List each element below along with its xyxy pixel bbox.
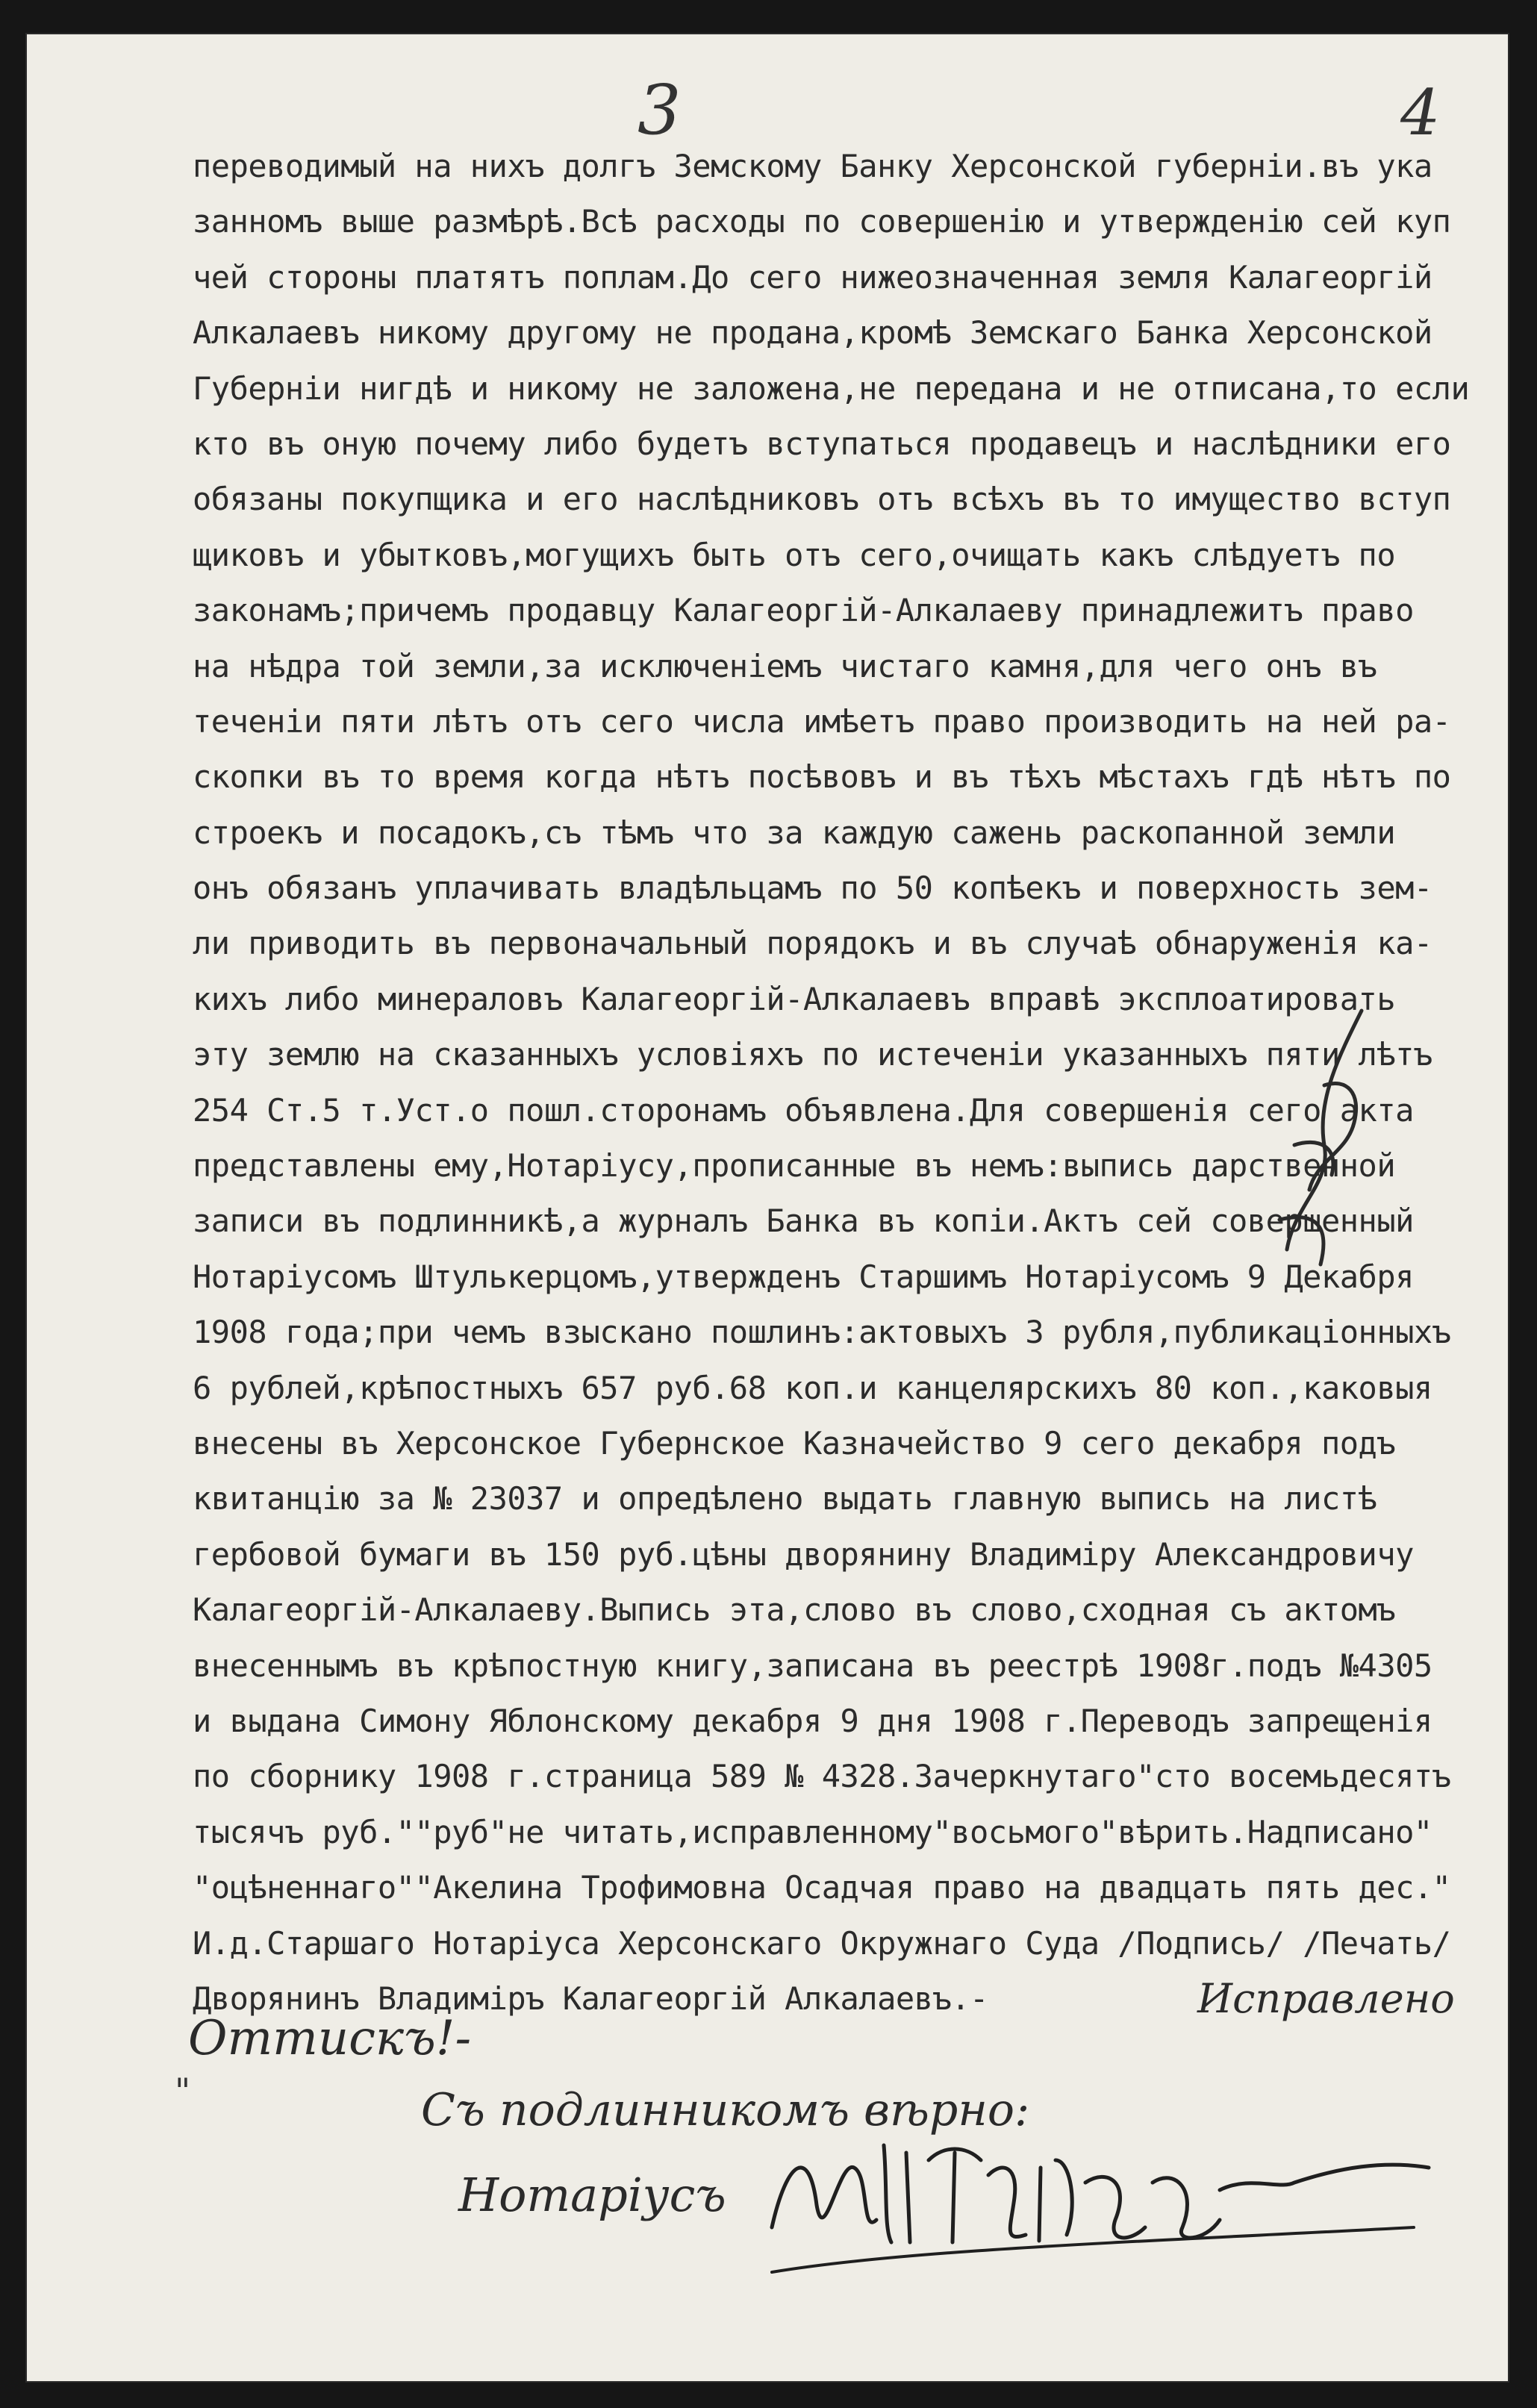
text-line: внесеннымъ въ крѣпостную книгу,записана въ реестрѣ 1908г.подъ №4305 — [193, 1647, 1432, 1684]
text-line: Алкалаевъ никому другому не продана,кромѣ Земскаго Банка Херсонской — [193, 314, 1432, 352]
notary-signature — [757, 2115, 1444, 2280]
text-line: теченiи пяти лѣтъ отъ сего числа имѣетъ право производить на ней ра- — [193, 702, 1451, 740]
handwritten-original-faithful: Съ подлинникомъ вѣрно: — [421, 2084, 1030, 2136]
text-line: по сборнику 1908 г.страница 589 № 4328.Зачеркнутаго"сто восемьдесятъ — [193, 1758, 1451, 1795]
document-page — [25, 33, 1509, 2383]
text-line: Дворянинъ Владимiръ Калагеоргiй Алкалаевъ.- — [193, 1980, 988, 2017]
text-line: щиковъ и убытковъ,могущихъ быть отъ сего,очищать какъ слѣдуетъ по — [193, 536, 1396, 573]
text-line: Нотарiусомъ Штулькерцомъ,утвержденъ Старшимъ Нотарiусомъ 9 Декабря — [193, 1258, 1414, 1295]
text-line: кихъ либо минераловъ Калагеоргiй-Алкалаевъ вправѣ эксплоатировать — [193, 980, 1396, 1017]
text-line: заннoмъ выше размѣрѣ.Всѣ расходы по совершенiю и утвержденiю сей куп — [193, 203, 1451, 240]
text-line: чей стороны платятъ поплам.До сего нижеозначенная земля Калагеoргiй — [193, 258, 1432, 296]
text-line: И.д.Старшаго Нотарiуса Херсонскаго Окружнаго Суда /Подпись/ /Печать/ — [193, 1924, 1451, 1962]
text-line: представлены ему,Нотарiусу,прописанные въ немъ:выпись дарственной — [193, 1147, 1396, 1185]
text-line: квитанцiю за № 23037 и опредѣлено выдать главную выпись на листѣ — [193, 1480, 1377, 1518]
text-line: обязаны покупщика и его наслѣдниковъ отъ всѣхъ въ то имущество вступ — [193, 481, 1451, 518]
text-line: Калагеоргiй-Алкалаеву.Выпись эта,слово въ слово,сходная съ актомъ — [193, 1591, 1396, 1629]
text-line: кто въ оную почему либо будетъ вступаться продавецъ и наслѣдники его — [193, 425, 1451, 462]
text-line: записи въ подлинникѣ,а журналъ Банка въ копiи.Актъ сей совершенный — [193, 1203, 1414, 1240]
text-line: строекъ и посадокъ,съ тѣмъ что за каждую сажень раскопанной земли — [193, 814, 1396, 851]
text-line: эту землю на сказанныхъ условiяхъ по истеченiи указанныхъ пяти лѣтъ — [193, 1036, 1432, 1073]
text-line: законамъ;причемъ продавцу Калагеоргiй-Алкалаеву принадлежитъ право — [193, 592, 1414, 629]
text-line: Губернiи нигдѣ и никому не заложена,не передана и не отписана,то если — [193, 369, 1470, 407]
text-line: "оцѣненнаго""Акелина Трофимовна Осадчая право на двадцать пять дес." — [193, 1869, 1451, 1906]
text-line: и выдана Симону Яблонскому декабря 9 дня 1908 г.Переводъ запрещенiя — [193, 1702, 1432, 1739]
text-line: 6 рублей,крѣпостныхъ 657 руб.68 коп.и канцелярскихъ 80 коп.,каковыя — [193, 1369, 1432, 1406]
text-line: переводимый на нихъ долгъ Земскому Банку Херсонской губернiи.въ ука — [193, 148, 1432, 184]
text-line: 1908 года;при чемъ взыскано пошлинъ:актовыхъ 3 рубля,публикацiонныхъ — [193, 1314, 1451, 1351]
handwritten-corrected: Исправлено — [1197, 1975, 1455, 2022]
text-line: ли приводить въ первоначальный порядокъ и въ случаѣ обнаруженiя ка- — [193, 925, 1432, 962]
text-line: скопки въ то время когда нѣтъ посѣвовъ и въ тѣхъ мѣстахъ гдѣ нѣтъ по — [193, 758, 1451, 796]
text-line: на нѣдра той земли,за исключенiемъ чистаго камня,для чего онъ въ — [193, 647, 1377, 684]
text-line: онъ обязанъ уплачивать владѣльцамъ по 50 копѣекъ и поверхность зем- — [193, 870, 1432, 907]
handwritten-ottisk: Оттискъ!- — [188, 2011, 472, 2066]
page-number-center: 3 — [637, 70, 682, 150]
text-line: тысячъ руб.""руб"не читать,исправленному"восьмого"вѣрить.Надписано" — [193, 1813, 1432, 1850]
handwritten-notary-title: Нотарiусъ — [458, 2168, 726, 2222]
text-line: 254 Ст.5 т.Уст.о пошл.сторонамъ объявлена.Для совершенiя сего актa — [193, 1091, 1414, 1129]
page-number-right: 4 — [1400, 76, 1441, 149]
margin-initials-mark — [1250, 996, 1399, 1279]
quote-mark: " — [175, 2071, 191, 2111]
text-line: гербовой бумаги въ 150 руб.цѣны дворянину Владимiру Александровичу — [193, 1535, 1414, 1573]
text-line: внесены въ Херсонское Губернское Казначейство 9 сего декабря подъ — [193, 1424, 1396, 1462]
